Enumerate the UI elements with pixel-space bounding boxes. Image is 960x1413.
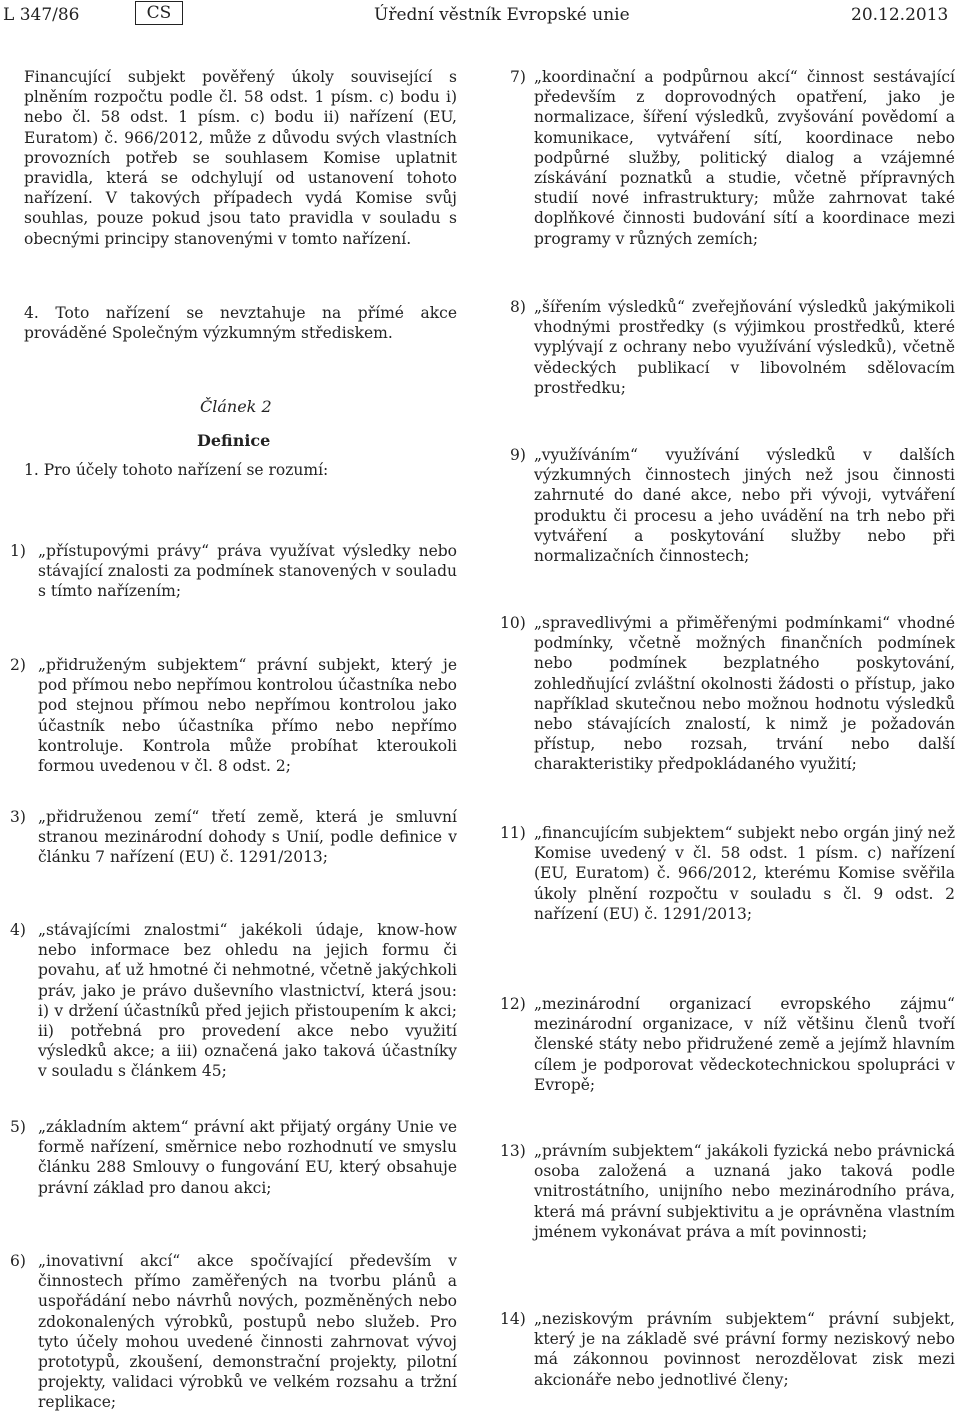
definition-number: 1) [10,542,26,560]
definition-text: „přidruženou zemí“ třetí země, která je smluvní stranou mezinárodní dohody s Unií, podle definice v článku 7 nařízení (EU) č. 1291/2013; [38,808,457,867]
definition-text: „stávajícími znalostmi“ jakékoli údaje, know-how nebo informace bez ohledu na jejich formu či povahu, ať už hmotné či nehmotné, včetně jakýchkoli práv, jako je právo duševního vlastnictví, která jsou: i) v držení účastníků před jejich přistoupením k akci; ii) potřebná pro provedení akce nebo využití výsledků akce; a iii) označená jako taková účastníky v souladu s článkem 45; [38,921,457,1081]
definition-number: 14) [500,1310,526,1328]
definition-number: 3) [10,808,26,826]
definition-number: 11) [500,824,526,842]
definition-item [500,67,955,249]
definition-item [10,1251,457,1413]
page-reference: L 347/86 [3,5,80,25]
definition-text: „přístupovými právy“ práva využívat výsledky nebo stávající znalosti za podmínek stanovených v souladu s tímto nařízením; [38,542,457,601]
article-title: Definice [197,431,271,450]
definition-number: 12) [500,995,526,1013]
definition-text: „inovativní akcí“ akce spočívající především v činnostech přímo zaměřených na tvorbu plánů a uspořádání nebo návrhů nových, pozměněných nebo zdokonalených výrobků, postupů nebo služeb. Pro tyto účely mohou uvedené činnosti zahrnovat vývoj prototypů, zkoušení, demonstrační projekty, pilotní projekty, validaci výrobků ve velkém rozsahu a tržní replikace; [38,1252,457,1412]
definition-text: „právním subjektem“ jakákoli fyzická nebo právnická osoba založená a uznaná jako taková podle vnitrostátního, unijního nebo mezinárodního práva, která má právní subjektivitu a je oprávněna vlastním jménem vykonávat práva a mít povinnosti; [534,1142,955,1241]
definition-number: 9) [510,446,526,464]
definition-item [500,1141,955,1242]
definition-text: „spravedlivými a přiměřenými podmínkami“ vhodné podmínky, včetně možných finančních podmínek nebo podmínek bezplatného poskytování, zohledňující zvláštní okolnosti žádosti o přístup, jako například skutečnou nebo možnou hodnotu výsledků nebo stávajících znalostí, k nimž je požadován přístup, nebo rozsah, trvání nebo další charakteristiky předpokládaného využití; [534,614,955,774]
publication-date: 20.12.2013 [851,5,949,25]
definition-text: „přidruženým subjektem“ právní subjekt, který je pod přímou nebo nepřímou kontrolou účastníka nebo pod stejnou přímou nebo nepřímou kontrolou jako účastník nebo účastníka přímo nebo nepřímo kontroluje. Kontrola může probíhat kteroukoli formou uvedenou v čl. 8 odst. 2; [38,656,457,776]
definition-item [10,1117,457,1198]
definition-item [500,1309,955,1390]
paragraph-1: 1. Pro účely tohoto nařízení se rozumí: [24,461,329,479]
definition-text: „využíváním“ využívání výsledků v dalších výzkumných činnostech jiných než jsou činnosti zahrnuté do dané akce, nebo při vývoji, vytváření produktu či procesu a jeho uvádění na trh nebo při vytváření a poskytování služby nebo při normalizačních činnostech; [534,446,955,566]
definition-item [500,994,955,1095]
article-number: Článek 2 [200,397,272,416]
definition-item [500,297,955,398]
definition-text: „šířením výsledků“ zveřejňování výsledků jakýmikoli vhodnými prostředky (s výjimkou prostředků, které vyplývají z ochrany nebo využívání výsledků), včetně vědeckých publikací v libovolném sdělovacím prostředku; [534,298,955,397]
definition-text: „mezinárodní organizací evropského zájmu“ mezinárodní organizace, v níž většinu členů tvoří členské státy nebo přidružené země a jejímž hlavním cílem je podporovat vědeckotechnickou spolupráci v Evropě; [534,995,955,1094]
definition-number: 13) [500,1142,526,1160]
page-header [0,0,960,30]
intro-paragraph: Financující subjekt pověřený úkoly související s plněním rozpočtu podle čl. 58 odst. 1 písm. c) bodu i) nebo čl. 58 odst. 1 písm. c) bodu ii) nařízení (EU, Euratom) č. 966/2012, může z důvodu svých vlastních provozních potřeb se souhlasem Komise uplatnit pravidla, která se odchylují od ustanovení tohoto nařízení. V takových případech vydá Komise svůj souhlas, pouze pokud jsou tato pravidla v souladu s obecnými principy stanovenými v tomto nařízení. [24,68,457,248]
paragraph-4: 4. Toto nařízení se nevztahuje na přímé akce prováděné Společným výzkumným střediskem. [24,304,457,343]
definition-item [10,541,457,602]
journal-title: Úřední věstník Evropské unie [374,5,630,25]
definition-text: „koordinační a podpůrnou akcí“ činnost sestávající především z doprovodných opatření, jako je normalizace, šíření výsledků, zvyšování povědomí a komunikace, vytváření sítí, koordinace nebo podpůrné služby, politický dialog a vzájemné získávání poznatků a studie, včetně přípravných studií nové infrastruktury; může zahrnovat také doplňkové činnosti budování sítí a koordinace mezi programy v různých zemích; [534,68,955,248]
definition-number: 4) [10,921,26,939]
definition-number: 2) [10,656,26,674]
definition-item [500,613,955,775]
definition-number: 8) [510,298,526,316]
definition-item [10,655,457,776]
definition-text: „neziskovým právním subjektem“ právní subjekt, který je na základě své právní formy neziskový nebo má zákonnou povinnost nerozdělovat zisk mezi akcionáře nebo jednotlivé členy; [534,1310,955,1389]
definition-item [500,823,955,924]
definition-item [500,445,955,566]
definition-text: „financujícím subjektem“ subjekt nebo orgán jiný než Komise uvedený v čl. 58 odst. 1 písm. c) nařízení (EU, Euratom) č. 966/2012, kterému Komise svěřila úkoly plnění rozpočtu v souladu s čl. 9 odst. 2 nařízení (EU) č. 1291/2013; [534,824,955,923]
definition-number: 5) [10,1118,26,1136]
definition-text: „základním aktem“ právní akt přijatý orgány Unie ve formě nařízení, směrnice nebo rozhodnutí ve smyslu článku 288 Smlouvy o fungování EU, který obsahuje právní základ pro danou akci; [38,1118,457,1197]
definition-number: 7) [510,68,526,86]
language-code-badge: CS [135,1,183,25]
definition-item [10,920,457,1082]
definition-number: 6) [10,1252,26,1270]
definition-item [10,807,457,868]
definition-number: 10) [500,614,526,632]
